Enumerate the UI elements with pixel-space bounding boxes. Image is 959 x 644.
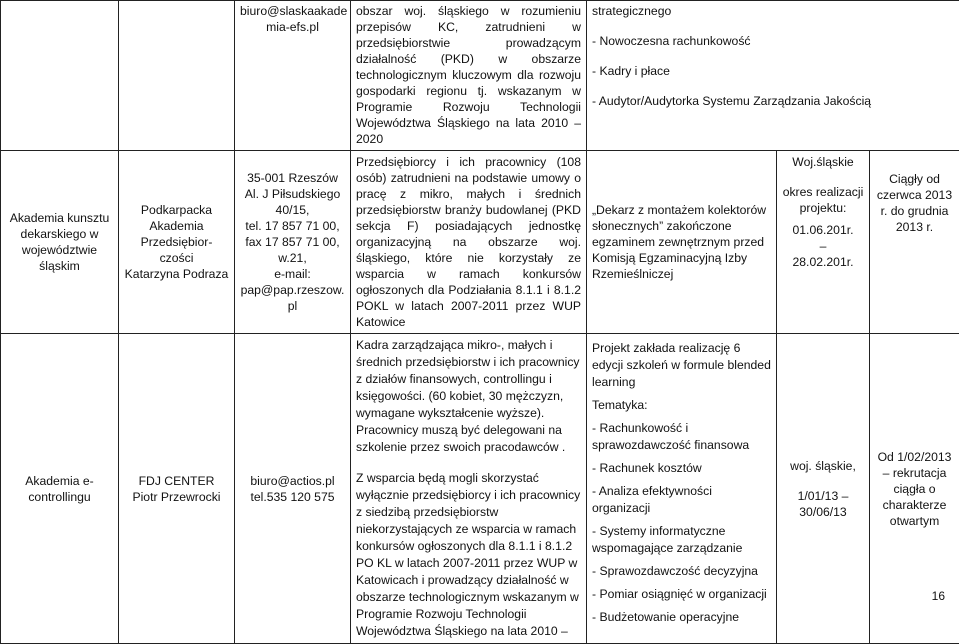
target-group-description: obszar woj. śląskiego w rozumieniu przepisów KC, zatrudnieni w przedsiębiorstwie prowadzącym działalność (PKD) w obszarze technologicznym kluczowym dla rozwoju gospodarki regionu tj. wskazanym w Programie Rozwoju Technologii Województwa Śląskiego na lata 2010 – 2020 <box>351 1 587 151</box>
topic-item: - Audytor/Audytorka Systemu Zarządzania Jakością <box>592 93 954 109</box>
training-topics: „Dekarz z montażem kolektorów słonecznych” zakończone egzaminem zewnętrznym przed Komisją Egzaminacyjną Izby Rzemieślniczej <box>587 151 777 334</box>
recruitment: Ciągły od czerwca 2013 r. do grudnia 2013 r. <box>870 151 959 334</box>
area-period-cell <box>777 334 870 644</box>
topic-item: - Rachunkowość i sprawozdawczość finansowa <box>592 420 771 454</box>
area: woj. śląskie, <box>782 458 864 474</box>
table-row <box>1 1 959 151</box>
topic-item: strategicznego <box>592 3 954 19</box>
row1-organizer-cell <box>119 1 235 151</box>
contact-email: biuro@slaskaakade mia-efs.pl <box>235 1 351 151</box>
topic-item: - Sprawozdawczość decyzyjna <box>592 563 771 580</box>
project-name: Akademia e-controllingu <box>1 334 119 644</box>
organizer: Podkarpacka Akademia Przedsiębior- czości Katarzyna Podraza <box>119 151 235 334</box>
area: Woj.śląskie <box>782 154 864 170</box>
target-group-description: Przedsiębiorcy i ich pracownicy (108 osób) zatrudnieni na podstawie umowy o pracę z mikro, małych i średnich przedsiębiorstw branży budowlanej (PKD sekcja F) posiadających jednostkę organizacyjną na obszarze woj. śląskiego, które nie korzystały ze wsparcia w ramach konkursów ogłoszonych dla Podziałania 8.1.1 i 8.1.2 POKL w latach 2007-2011 przez WUP Katowice <box>351 151 587 334</box>
topic-item: - Pomiar osiągnięć w organizacji <box>592 586 771 603</box>
contact: biuro@actios.pl tel.535 120 575 <box>235 334 351 644</box>
topics-label: Tematyka: <box>592 397 771 414</box>
topic-item: - Nowoczesna rachunkowość <box>592 33 954 49</box>
period-value: 1/01/13 – 30/06/13 <box>782 488 864 520</box>
topic-item: - Budżetowanie operacyjne <box>592 609 771 626</box>
topic-item: - Kadry i płace <box>592 63 954 79</box>
description-paragraph: Z wsparcia będą mogli skorzystać wyłącznie przedsiębiorcy i ich pracownicy z siedzibą przedsiębiorstw niekorzystających ze wsparcia w ramach konkursów ogłoszonych dla 8.1.1 i 8.1.2 PO KL w latach 2007-2011 przez WUP w Katowicach i prowadzący działalność w obszarze technologicznym wskazanym w Programie Rozwoju Technologii Województwa Śląskiego na lata 2010 – <box>356 470 581 640</box>
period-label: okres realizacji projektu: <box>782 184 864 216</box>
period-value: 01.06.201r. – 28.02.201r. <box>782 222 864 270</box>
contact: 35-001 Rzeszów Al. J Piłsudskiego 40/15, tel. 17 857 71 00, fax 17 857 71 00, w.21, e-mail: pap@pap.rzeszow. pl <box>235 151 351 334</box>
topics-cell <box>587 1 959 151</box>
description-paragraph: Kadra zarządzająca mikro-, małych i średnich przedsiębiorstw i ich pracownicy z działów finansowych, controllingu i księgowości. (60 kobiet, 30 mężczyzn, wymagane wykształcenie wyższe). Pracownicy muszą być delegowani na szkolenie przez swoich pracodawców . <box>356 337 581 456</box>
table-row <box>1 151 959 334</box>
topic-item: - Analiza efektywności organizacji <box>592 483 771 517</box>
area-period-cell <box>777 151 870 334</box>
topic-item: - Rachunek kosztów <box>592 460 771 477</box>
table-row <box>1 334 959 644</box>
recruitment: Od 1/02/2013 – rekrutacja ciągła o charakterze otwartym <box>870 334 959 644</box>
target-group-description <box>351 334 587 644</box>
organizer: FDJ CENTER Piotr Przewrocki <box>119 334 235 644</box>
project-name: Akademia kunsztu dekarskiego w województwie śląskim <box>1 151 119 334</box>
topics-intro: Projekt zakłada realizację 6 edycji szkoleń w formule blended learning <box>592 340 771 391</box>
row1-name-cell <box>1 1 119 151</box>
training-topics <box>587 334 777 644</box>
topic-item: - Systemy informatyczne wspomagające zarządzanie <box>592 523 771 557</box>
page-number: 16 <box>932 589 945 603</box>
